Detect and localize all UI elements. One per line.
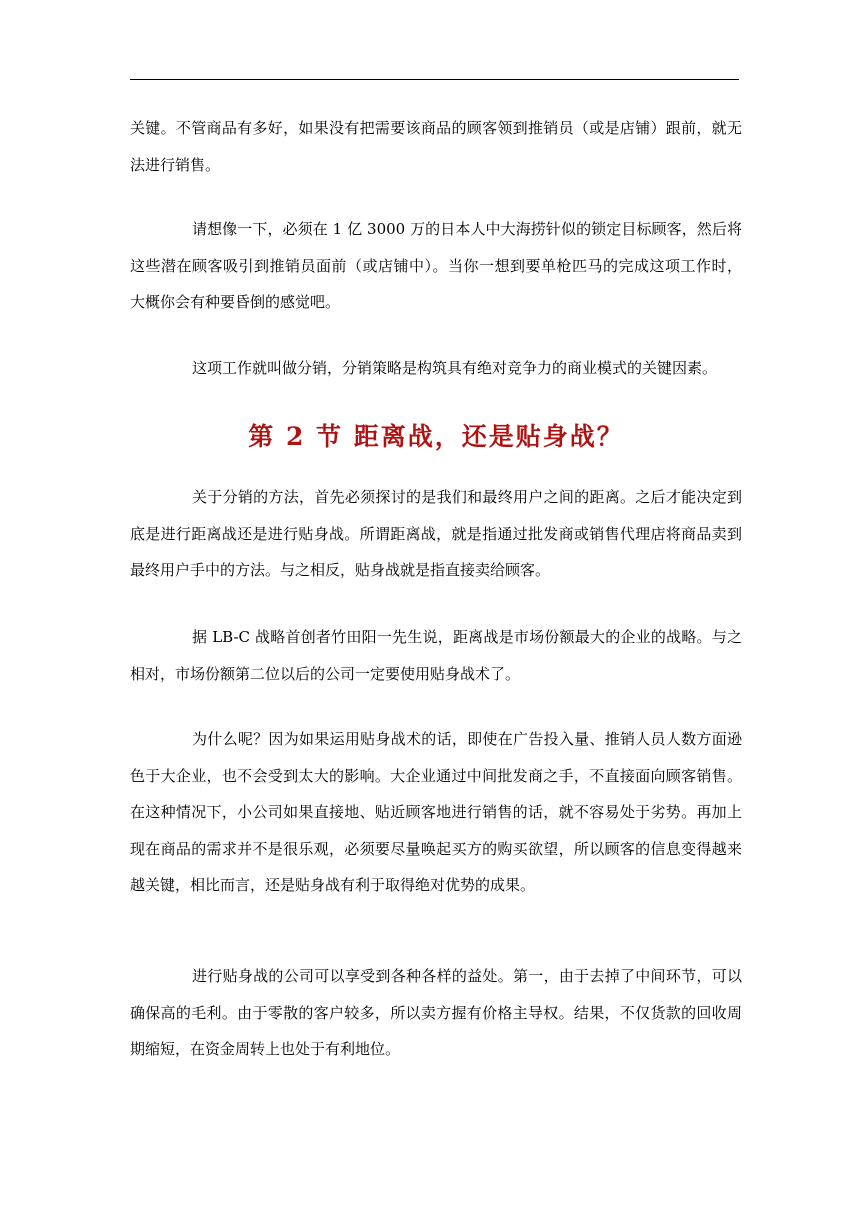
text-line: 底是进行距离战还是进行贴身战。所谓距离战，就是指通过批发商或销售代理店将商品卖到 <box>130 524 742 543</box>
text-line: 据 LB-C 战略首创者竹田阳一先生说，距离战是市场份额最大的企业的战略。与之 <box>192 628 742 646</box>
text-line: 确保高的毛利。由于零散的客户较多，所以卖方握有价格主导权。结果，不仅货款的回收周 <box>130 1003 742 1022</box>
text-line: 相对，市场份额第二位以后的公司一定要使用贴身战术了。 <box>130 664 521 683</box>
paragraph-why <box>130 721 742 904</box>
text-line: 色于大企业，也不会受到太大的影响。大企业通过中间批发商之手，不直接面向顾客销售。 <box>130 766 742 785</box>
paragraph-distribution-methods <box>130 479 742 589</box>
text-line: 现在商品的需求并不是很乐观，必须要尽量唤起买方的购买欲望，所以顾客的信息变得越来 <box>130 839 742 858</box>
text-line: 大概你会有种要昏倒的感觉吧。 <box>130 293 341 311</box>
section-heading: 第 2 节 距离战，还是贴身战？ <box>248 422 624 451</box>
text-line: 这项工作就叫做分销，分销策略是构筑具有绝对竞争力的商业模式的关键因素。 <box>192 359 718 377</box>
text-line: 最终用户手中的方法。与之相反，贴身战就是指直接卖给顾客。 <box>130 561 551 579</box>
header-rule <box>130 79 739 80</box>
paragraph-continuation <box>130 110 742 183</box>
text-line: 这些潜在顾客吸引到推销员面前（或店铺中）。当你一想到要单枪匹马的完成这项工作时， <box>130 256 742 275</box>
text-line: 为什么呢？因为如果运用贴身战术的话，即使在广告投入量、推销人员人数方面逊 <box>192 730 742 748</box>
paragraph-lbc-strategy <box>130 619 742 692</box>
text-line: 关于分销的方法，首先必须探讨的是我们和最终用户之间的距离。之后才能决定到 <box>192 488 742 506</box>
text-line: 在这种情况下，小公司如果直接地、贴近顾客地进行销售的话，就不容易处于劣势。再加上 <box>130 803 742 821</box>
text-line: 越关键，相比而言，还是贴身战有利于取得绝对优势的成果。 <box>130 876 536 894</box>
text-line: 请想像一下，必须在 1 亿 3000 万的日本人中大海捞针似的锁定目标顾客，然后将 <box>192 220 742 238</box>
text-line: 关键。不管商品有多好，如果没有把需要该商品的顾客领到推销员（或是店铺）跟前，就无 <box>130 119 742 137</box>
text-line: 法进行销售。 <box>130 155 221 174</box>
paragraph-benefits <box>130 958 742 1068</box>
text-line: 期缩短，在资金周转上也处于有利地位。 <box>130 1040 401 1058</box>
paragraph-imagine <box>130 211 742 321</box>
paragraph-distribution <box>130 350 742 387</box>
text-line: 进行贴身战的公司可以享受到各种各样的益处。第一，由于去掉了中间环节，可以 <box>192 967 742 985</box>
